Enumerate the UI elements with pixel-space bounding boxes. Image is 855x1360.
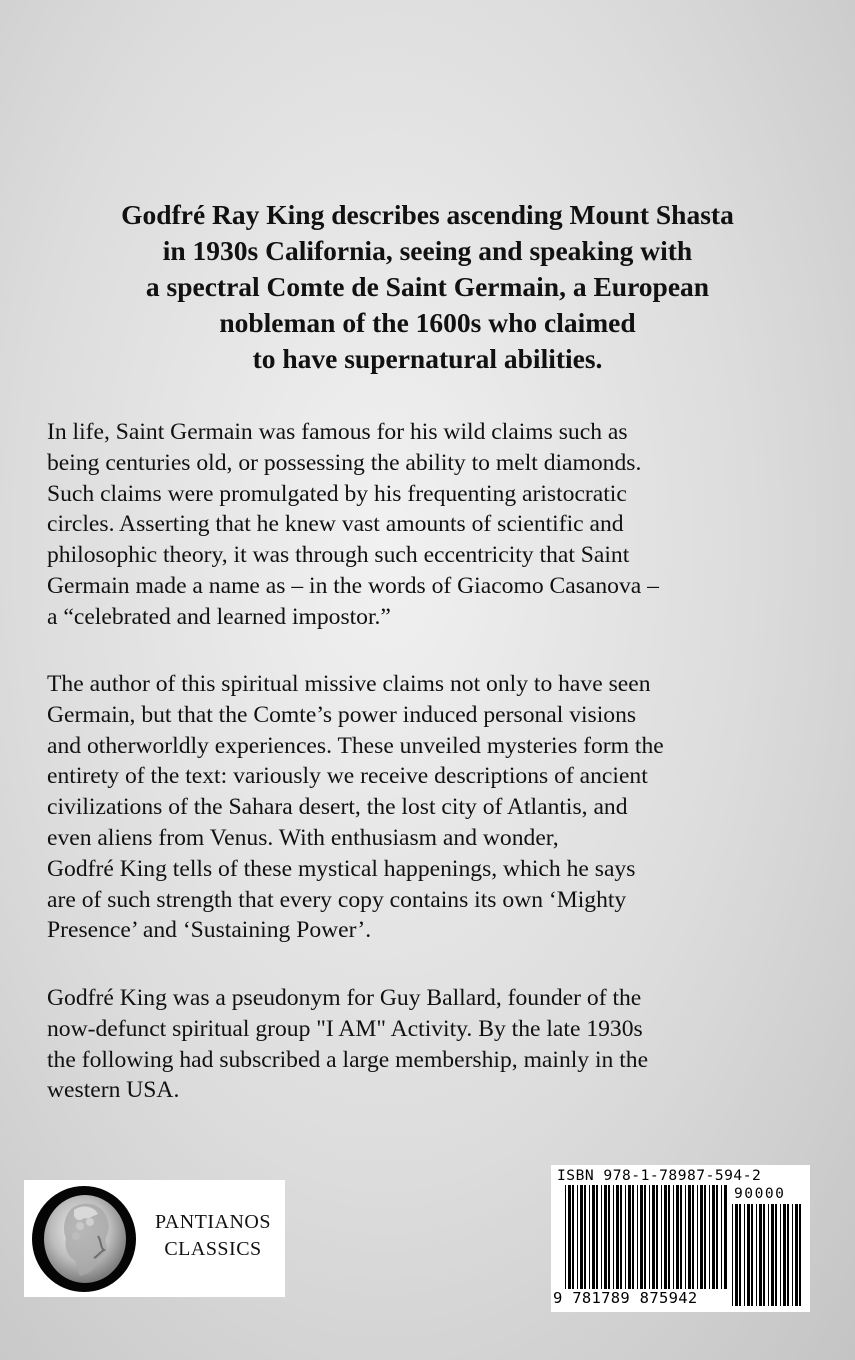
text-line: Such claims were promulgated by his frequenting aristocratic — [47, 480, 627, 507]
text-line: civilizations of the Sahara desert, the lost city of Atlantis, and — [47, 794, 628, 821]
text-line: Germain made a name as – in the words of Giacomo Casanova – — [47, 572, 659, 599]
barcode-bar — [771, 1204, 774, 1306]
blurb-line: nobleman of the 1600s who claimed — [219, 307, 636, 338]
publisher-name-line2: CLASSICS — [164, 1238, 262, 1260]
barcode-bar — [592, 1185, 595, 1289]
text-line: Germain, but that the Comte’s power induced personal visions — [47, 701, 637, 728]
barcode-bar — [688, 1185, 691, 1289]
coin-profile-icon — [32, 1186, 136, 1292]
text-line: Godfré King was a pseudonym for Guy Ballard, founder of the — [47, 985, 642, 1011]
barcode-bar — [584, 1185, 586, 1289]
text-line: circles. Asserting that he knew vast amounts of scientific and — [47, 511, 624, 538]
paragraph-pseudonym — [47, 983, 827, 1106]
barcode-bar — [780, 1204, 781, 1306]
text-line: western USA. — [47, 1077, 180, 1104]
text-line: now-defunct spiritual group "I AM" Activity. By the late 1930s — [47, 1015, 643, 1042]
barcode-bar — [613, 1185, 614, 1289]
barcode-bar — [632, 1185, 634, 1289]
text-line: being centuries old, or possessing the ability to melt diamonds. — [47, 449, 642, 476]
barcode-bar — [721, 1185, 722, 1289]
barcode-bar — [644, 1185, 646, 1289]
barcode-bar — [792, 1204, 793, 1306]
barcode-bar — [700, 1185, 703, 1289]
barcode-bar — [589, 1185, 590, 1289]
addon-barcode-bars — [732, 1204, 804, 1306]
barcode-bar — [577, 1185, 578, 1289]
text-line: even aliens from Venus. With enthusiasm and wonder, — [47, 824, 559, 851]
blurb-line: in 1930s California, seeing and speaking with — [162, 235, 693, 266]
barcode-bar — [744, 1204, 745, 1306]
barcode-bar — [716, 1185, 718, 1289]
barcode-bar — [783, 1204, 786, 1306]
barcode-bar — [732, 1204, 733, 1306]
barcode-bar — [676, 1185, 679, 1289]
barcode-bar — [787, 1204, 789, 1306]
isbn-label: ISBN 978-1-78987-594-2 — [557, 1167, 762, 1184]
barcode-bar — [747, 1204, 750, 1306]
barcode-bar — [616, 1185, 619, 1289]
barcode-bar — [756, 1204, 757, 1306]
barcode-bar — [712, 1185, 715, 1289]
text-line: In life, Saint Germain was famous for his wild claims such as — [47, 419, 628, 445]
barcode-bar — [601, 1185, 602, 1289]
barcode-bar — [625, 1185, 626, 1289]
barcode-bar — [751, 1204, 753, 1306]
barcode-bar — [697, 1185, 698, 1289]
text-line: the following had subscribed a large membership, mainly in the — [47, 1046, 649, 1073]
barcode-bar — [680, 1185, 682, 1289]
text-line: Presence’ and ‘Sustaining Power’. — [47, 917, 372, 944]
barcode-bar — [735, 1204, 738, 1306]
barcode-bar — [652, 1185, 655, 1289]
barcode-bar — [656, 1185, 658, 1289]
barcode-bar — [673, 1185, 674, 1289]
paragraph-author-claims — [47, 669, 827, 946]
text-line: The author of this spiritual missive claims not only to have seen — [47, 671, 651, 697]
barcode-bar — [668, 1185, 670, 1289]
barcode-bar — [768, 1204, 769, 1306]
barcode-bar — [775, 1204, 777, 1306]
barcode-bar — [568, 1185, 571, 1289]
isbn-barcode — [551, 1165, 810, 1312]
publisher-name-line1: PANTIANOS — [154, 1211, 271, 1233]
barcode-bar — [763, 1204, 765, 1306]
barcode-bar — [661, 1185, 662, 1289]
text-line: and otherworldly experiences. These unveiled mysteries form the — [47, 732, 664, 759]
barcode-bar — [709, 1185, 710, 1289]
barcode-bars — [565, 1185, 727, 1289]
barcode-bar — [664, 1185, 667, 1289]
barcode-bar — [759, 1204, 762, 1306]
barcode-bar — [649, 1185, 650, 1289]
barcode-bar — [620, 1185, 622, 1289]
barcode-bar — [608, 1185, 610, 1289]
barcode-bar — [604, 1185, 607, 1289]
barcode-bar — [692, 1185, 694, 1289]
text-line: philosophic theory, it was through such eccentricity that Saint — [47, 542, 630, 569]
barcode-bar — [795, 1204, 798, 1306]
text-line: Godfré King tells of these mystical happenings, which he says — [47, 855, 636, 882]
barcode-bar — [799, 1204, 801, 1306]
barcode-bar — [685, 1185, 686, 1289]
barcode-digits: 9 781789 875942 — [553, 1289, 698, 1307]
price-code: 90000 — [734, 1185, 786, 1202]
barcode-bar — [640, 1185, 643, 1289]
blurb-line: a spectral Comte de Saint Germain, a European — [145, 271, 710, 302]
barcode-bar — [628, 1185, 631, 1289]
blurb-line: Godfré Ray King describes ascending Mount Shasta — [121, 199, 734, 230]
barcode-bar — [572, 1185, 574, 1289]
blurb — [40, 197, 815, 377]
barcode-bar — [704, 1185, 706, 1289]
barcode-bar — [565, 1185, 566, 1289]
barcode-bar — [724, 1185, 727, 1289]
barcode-bar — [580, 1185, 583, 1289]
barcode-bar — [637, 1185, 638, 1289]
text-line: a “celebrated and learned impostor.” — [47, 603, 391, 630]
text-line: entirety of the text: variously we receive descriptions of ancient — [47, 763, 648, 790]
barcode-bar — [739, 1204, 741, 1306]
publisher-logo — [24, 1180, 285, 1297]
paragraph-saint-germain — [47, 417, 827, 633]
barcode-bar — [596, 1185, 598, 1289]
text-line: are of such strength that every copy contains its own ‘Mighty — [47, 886, 627, 913]
blurb-line: to have supernatural abilities. — [252, 343, 603, 374]
